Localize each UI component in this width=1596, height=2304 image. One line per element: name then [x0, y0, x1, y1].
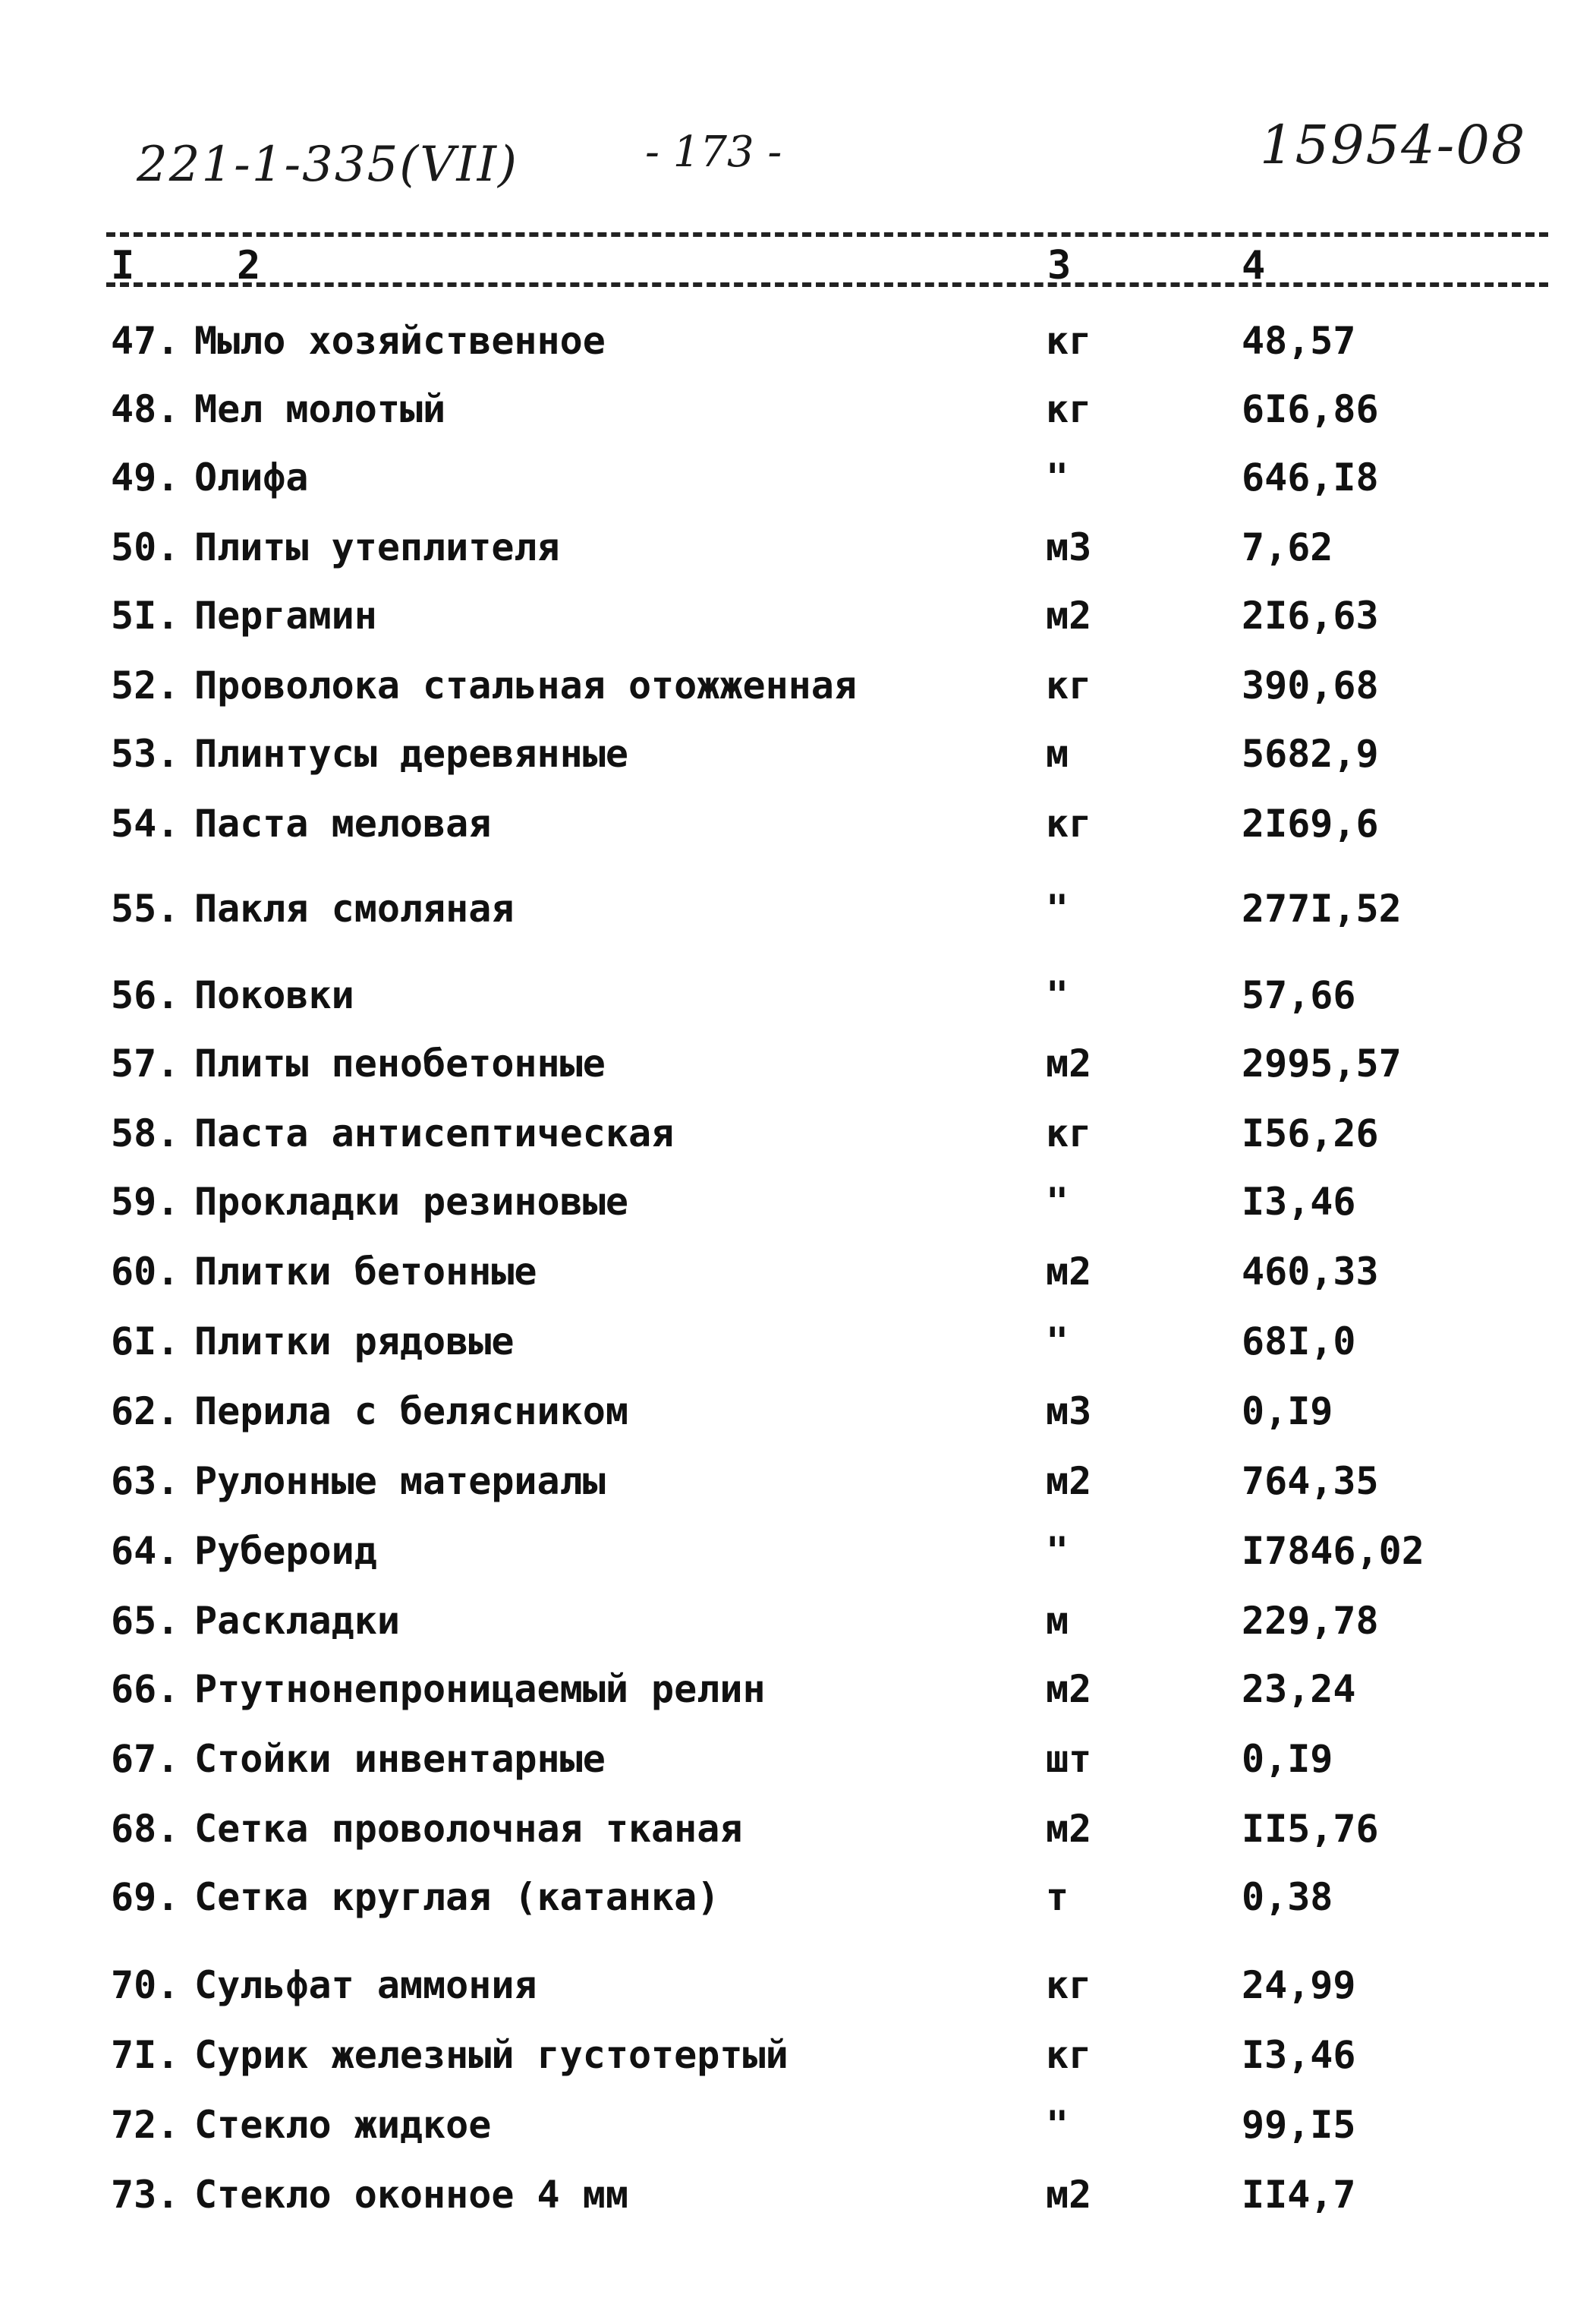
- table-row: [0, 1250, 1596, 1303]
- unit: т: [1046, 1875, 1069, 1919]
- quantity: 0,I9: [1242, 1389, 1333, 1433]
- material-name: Плитки бетонные: [194, 1250, 537, 1294]
- table-row: [0, 2033, 1596, 2086]
- table-row: [0, 1111, 1596, 1165]
- row-number: 5I.: [111, 594, 180, 638]
- unit: ": [1046, 1319, 1069, 1363]
- table-row: [0, 973, 1596, 1026]
- quantity: 764,35: [1242, 1459, 1379, 1503]
- row-number: 7I.: [111, 2033, 180, 2077]
- quantity: 646,I8: [1242, 455, 1379, 500]
- row-number: 68.: [111, 1807, 180, 1851]
- row-number: 58.: [111, 1111, 180, 1155]
- quantity: 460,33: [1242, 1250, 1379, 1294]
- material-name: Стойки инвентарные: [194, 1737, 606, 1781]
- quantity: 48,57: [1242, 319, 1356, 363]
- row-number: 64.: [111, 1529, 180, 1573]
- quantity: I3,46: [1242, 1180, 1356, 1224]
- material-name: Ртутнонепроницаемый релин: [194, 1667, 766, 1711]
- unit: кг: [1046, 387, 1092, 431]
- row-number: 60.: [111, 1250, 180, 1294]
- material-name: Олифа: [194, 455, 309, 500]
- material-name: Плинтусы деревянные: [194, 732, 628, 776]
- dashed-rule-header: [106, 282, 1548, 287]
- unit: шт: [1046, 1737, 1092, 1781]
- row-number: 47.: [111, 319, 180, 363]
- table-row: [0, 1599, 1596, 1652]
- unit: м2: [1046, 594, 1092, 638]
- row-number: 65.: [111, 1599, 180, 1643]
- unit: м3: [1046, 525, 1092, 569]
- row-number: 72.: [111, 2103, 180, 2147]
- table-row: [0, 663, 1596, 717]
- row-number: 52.: [111, 663, 180, 708]
- table-row: [0, 1389, 1596, 1442]
- row-number: 59.: [111, 1180, 180, 1224]
- material-name: Паста антисептическая: [194, 1111, 675, 1155]
- table-row: [0, 387, 1596, 440]
- table-row: [0, 2173, 1596, 2226]
- row-number: 69.: [111, 1875, 180, 1919]
- table-row: [0, 887, 1596, 940]
- table-row: [0, 1875, 1596, 1928]
- header-code-right: 15954-08: [1260, 114, 1527, 176]
- table-row: [0, 2103, 1596, 2156]
- column-header-4: 4: [1242, 243, 1266, 288]
- quantity: I56,26: [1242, 1111, 1379, 1155]
- row-number: 48.: [111, 387, 180, 431]
- quantity: 277I,52: [1242, 887, 1402, 931]
- quantity: 7,62: [1242, 525, 1333, 569]
- quantity: 24,99: [1242, 1963, 1356, 2007]
- row-number: 50.: [111, 525, 180, 569]
- material-name: Паста меловая: [194, 802, 492, 846]
- quantity: 390,68: [1242, 663, 1379, 708]
- quantity: 57,66: [1242, 973, 1356, 1017]
- unit: м3: [1046, 1389, 1092, 1433]
- row-number: 6I.: [111, 1319, 180, 1363]
- unit: ": [1046, 887, 1069, 931]
- table-row: [0, 1459, 1596, 1512]
- unit: ": [1046, 2103, 1069, 2147]
- material-name: Сульфат аммония: [194, 1963, 537, 2007]
- unit: м2: [1046, 1250, 1092, 1294]
- quantity: 0,38: [1242, 1875, 1333, 1919]
- row-number: 70.: [111, 1963, 180, 2007]
- material-name: Сурик железный густотертый: [194, 2033, 789, 2077]
- material-name: Плиты утеплителя: [194, 525, 560, 569]
- row-number: 63.: [111, 1459, 180, 1503]
- table-row: [0, 594, 1596, 647]
- row-number: 66.: [111, 1667, 180, 1711]
- unit: м2: [1046, 1807, 1092, 1851]
- table-row: [0, 1180, 1596, 1233]
- unit: м: [1046, 1599, 1069, 1643]
- row-number: 53.: [111, 732, 180, 776]
- table-row: [0, 732, 1596, 785]
- table-row: [0, 1963, 1596, 2016]
- table-row: [0, 802, 1596, 855]
- quantity: 2I6,63: [1242, 594, 1379, 638]
- table-row: [0, 525, 1596, 578]
- table-row: [0, 1667, 1596, 1720]
- unit: кг: [1046, 1111, 1092, 1155]
- quantity: 68I,0: [1242, 1319, 1356, 1363]
- unit: м: [1046, 732, 1069, 776]
- quantity: 5682,9: [1242, 732, 1379, 776]
- unit: ": [1046, 455, 1069, 500]
- row-number: 49.: [111, 455, 180, 500]
- row-number: 67.: [111, 1737, 180, 1781]
- material-name: Плиты пенобетонные: [194, 1042, 606, 1086]
- unit: кг: [1046, 1963, 1092, 2007]
- unit: ": [1046, 1180, 1069, 1224]
- material-name: Пергамин: [194, 594, 377, 638]
- unit: кг: [1046, 663, 1092, 708]
- header-code-left: 221-1-335(VII): [137, 137, 518, 193]
- table-row: [0, 319, 1596, 372]
- unit: ": [1046, 973, 1069, 1017]
- quantity: 2995,57: [1242, 1042, 1402, 1086]
- page-number: - 173 -: [645, 128, 782, 177]
- material-name: Пакля смоляная: [194, 887, 515, 931]
- column-header-2: 2: [237, 243, 261, 288]
- quantity: I7846,02: [1242, 1529, 1424, 1573]
- unit: м2: [1046, 1459, 1092, 1503]
- material-name: Проволока стальная отожженная: [194, 663, 857, 708]
- row-number: 62.: [111, 1389, 180, 1433]
- unit: м2: [1046, 1667, 1092, 1711]
- row-number: 55.: [111, 887, 180, 931]
- material-name: Стекло оконное 4 мм: [194, 2173, 628, 2217]
- table-row: [0, 1737, 1596, 1790]
- unit: кг: [1046, 802, 1092, 846]
- material-name: Плитки рядовые: [194, 1319, 515, 1363]
- material-name: Сетка проволочная тканая: [194, 1807, 743, 1851]
- quantity: 99,I5: [1242, 2103, 1356, 2147]
- unit: кг: [1046, 2033, 1092, 2077]
- material-name: Рубероид: [194, 1529, 377, 1573]
- quantity: I3,46: [1242, 2033, 1356, 2077]
- table-row: [0, 455, 1596, 509]
- material-name: Рулонные материалы: [194, 1459, 606, 1503]
- material-name: Прокладки резиновые: [194, 1180, 628, 1224]
- quantity: 0,I9: [1242, 1737, 1333, 1781]
- table-row: [0, 1529, 1596, 1582]
- unit: м2: [1046, 1042, 1092, 1086]
- material-name: Поковки: [194, 973, 354, 1017]
- row-number: 57.: [111, 1042, 180, 1086]
- material-name: Мыло хозяйственное: [194, 319, 606, 363]
- table-row: [0, 1042, 1596, 1095]
- unit: ": [1046, 1529, 1069, 1573]
- table-row: [0, 1319, 1596, 1373]
- row-number: 56.: [111, 973, 180, 1017]
- material-name: Мел молотый: [194, 387, 446, 431]
- quantity: 6I6,86: [1242, 387, 1379, 431]
- column-header-3: 3: [1047, 243, 1072, 288]
- row-number: 54.: [111, 802, 180, 846]
- quantity: 229,78: [1242, 1599, 1379, 1643]
- material-name: Раскладки: [194, 1599, 400, 1643]
- quantity: II4,7: [1242, 2173, 1356, 2217]
- column-header-1: I: [111, 243, 135, 288]
- dashed-rule-top: [106, 232, 1548, 237]
- material-name: Стекло жидкое: [194, 2103, 492, 2147]
- unit: кг: [1046, 319, 1092, 363]
- material-name: Перила с белясником: [194, 1389, 628, 1433]
- row-number: 73.: [111, 2173, 180, 2217]
- quantity: 23,24: [1242, 1667, 1356, 1711]
- unit: м2: [1046, 2173, 1092, 2217]
- table-row: [0, 1807, 1596, 1860]
- quantity: 2I69,6: [1242, 802, 1379, 846]
- material-name: Сетка круглая (катанка): [194, 1875, 720, 1919]
- quantity: II5,76: [1242, 1807, 1379, 1851]
